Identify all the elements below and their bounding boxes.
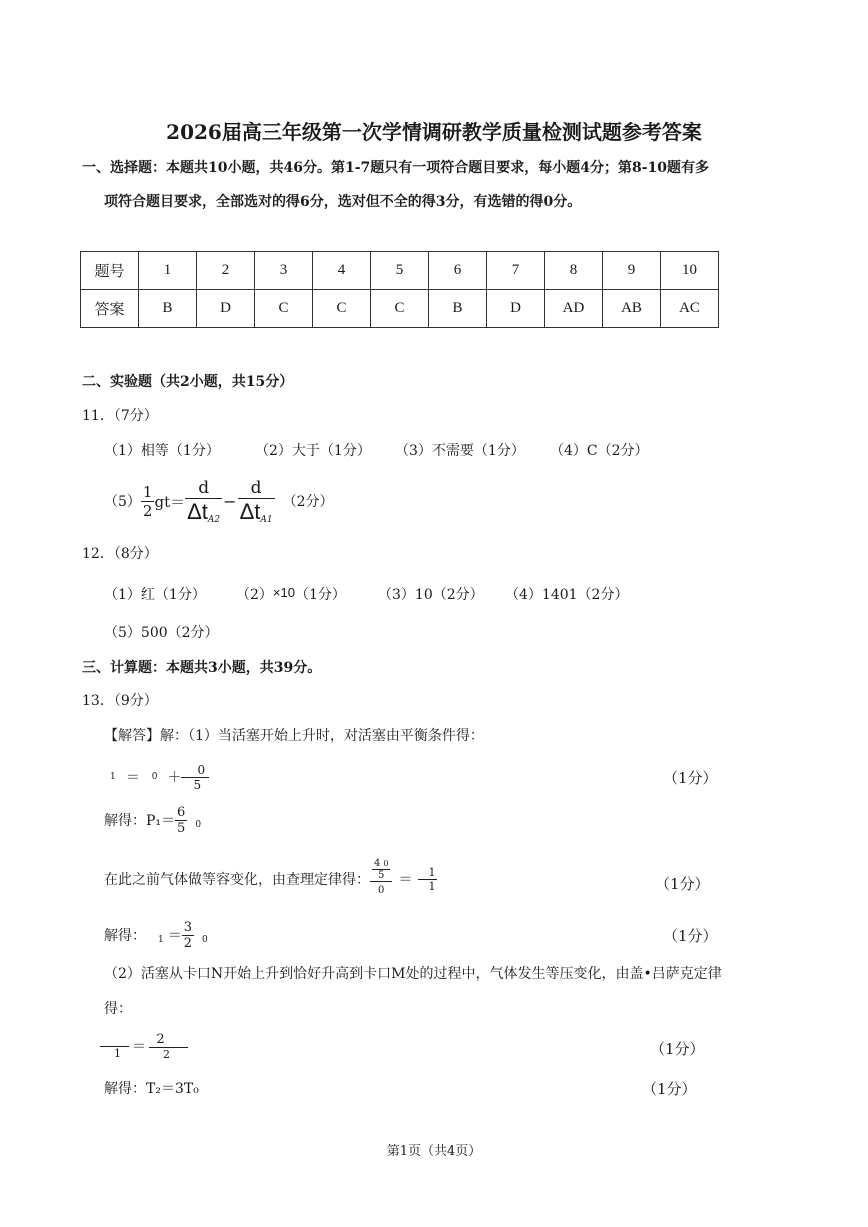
ch-bottom: 0 (378, 885, 385, 896)
frac1-delta-t: Δt (187, 498, 208, 524)
half-fraction (141, 483, 155, 520)
frac2-numerator: d (238, 478, 275, 499)
q12-part5: （5）500（2分） (104, 625, 219, 641)
table-cell-number: 9 (603, 252, 661, 290)
eq1-plus: ＋ (167, 770, 182, 786)
eq1-frac-denominator: 5 (193, 777, 202, 792)
frac2-delta-t: Δt (239, 498, 261, 524)
gl-right-denominator: 2 (163, 1047, 170, 1061)
charles-left-fraction (370, 858, 392, 900)
gt-text: gt＝ (154, 492, 186, 511)
q13-charles (104, 852, 437, 906)
sol2-fraction (182, 920, 194, 951)
eq1-fraction (181, 763, 209, 792)
q11-part2: （2）大于（1分） (255, 443, 371, 459)
gl-right-fraction (149, 1032, 188, 1061)
charles-text: 在此之前气体做等容变化，由查理定律得： (104, 872, 370, 888)
table-cell-number: 8 (545, 252, 603, 290)
q11-part4: （4）C（2分） (550, 443, 649, 459)
sol1-label: 解得：P₁＝ (104, 813, 176, 829)
q12-part2 (236, 584, 346, 604)
q13-solution3: 解得：T₂＝3T₀ (104, 1081, 199, 1097)
table-cell-answer: C (255, 290, 313, 328)
gl-right-numerator: 2 (149, 1032, 188, 1048)
table-cell-number: 10 (661, 252, 719, 290)
section2-heading: 二、实验题（共2小题，共15分） (82, 374, 294, 390)
ch-right-denominator: 1 (428, 879, 436, 893)
q12-part2-score: （1分） (294, 587, 346, 603)
table-cell-answer: D (487, 290, 545, 328)
ch-right-numerator: 1 (418, 866, 437, 880)
eq1-mid-subscript: 0 (151, 772, 158, 782)
table-cell-answer: B (139, 290, 197, 328)
q13-intro: 【解答】解：（1）当活塞开始上升时，对活塞由平衡条件得： (104, 728, 484, 744)
table-cell-number: 3 (255, 252, 313, 290)
d-over-dt-a2 (185, 478, 222, 525)
charles-right-fraction (418, 866, 437, 893)
sol1-subscript: 0 (195, 820, 202, 830)
half-numerator: 1 (142, 482, 153, 501)
page-title: 2026届高三年级第一次学情调研教学质量检测试题参考答案 (166, 120, 702, 144)
table-cell-answer: AB (603, 290, 661, 328)
sol1-numerator: 6 (177, 804, 186, 820)
page-footer: 第1页（共4页） (386, 1144, 482, 1159)
sol2-numerator: 3 (183, 919, 193, 935)
table-cell-answer: AC (661, 290, 719, 328)
gl-left-denominator: 1 (114, 1047, 121, 1060)
frac1-numerator: d (185, 478, 222, 499)
table-cell-number: 7 (487, 252, 545, 290)
q13-score3: （1分） (663, 927, 718, 945)
frac2-subscript: A1 (260, 514, 273, 525)
table-cell-number: 6 (429, 252, 487, 290)
q12-part1: （1）红（1分） (104, 587, 206, 603)
q13-gay-lussac (100, 1026, 188, 1066)
eq1-equals: ＝ (125, 770, 140, 786)
section1-line1: 一、选择题：本题共10小题，共46分。第1-7题只有一项符合题目要求，每小题4分；第8-10题有多 (82, 160, 710, 176)
q13-header: 13．（9分） (82, 693, 158, 709)
table-cell-answer: AD (545, 290, 603, 328)
q13-score4: （1分） (650, 1040, 705, 1058)
table-row-answers (81, 290, 719, 328)
answer-table (80, 251, 719, 328)
sol2-denominator: 2 (183, 935, 193, 951)
table-cell-number: 1 (139, 252, 197, 290)
section1-line2: 项符合题目要求，全部选对的得6分，选对但不全的得3分，有选错的得0分。 (104, 194, 582, 210)
d-over-dt-a1 (238, 478, 275, 525)
q11-part3: （3）不需要（1分） (395, 443, 525, 459)
table-cell-answer: C (313, 290, 371, 328)
table-cell-number: 5 (371, 252, 429, 290)
table-cell-number: 4 (313, 252, 371, 290)
q13-eq1 (110, 760, 209, 794)
q13-part2-line1: （2）活塞从卡口N开始上升到恰好升高到卡口M处的过程中，气体发生等压变化，由盖•吕萨克定律 (104, 966, 722, 982)
gl-left-fraction (100, 1032, 129, 1060)
q11-part5-score: （2分） (282, 494, 334, 510)
q13-score2: （1分） (655, 875, 710, 893)
ch-top-denominator: 5 (378, 870, 385, 881)
ch-top-subscript: 0 (383, 859, 389, 868)
q12-part2-label: （2） (236, 587, 273, 603)
half-denominator: 2 (142, 501, 153, 520)
q13-score1: （1分） (663, 769, 718, 787)
table-cell-number: 2 (197, 252, 255, 290)
q13-score5: （1分） (642, 1080, 697, 1098)
sol2-label: 解得： (104, 928, 146, 944)
table-header-answer-label: 答案 (81, 290, 139, 328)
frac1-subscript: A2 (207, 514, 221, 525)
q11-part5-formula (104, 474, 334, 528)
ch-equals: ＝ (398, 872, 413, 888)
sol2-equals: ＝ (167, 928, 182, 944)
sol1-fraction (175, 805, 187, 836)
eq1-frac-numerator: 0 (181, 763, 209, 778)
q12-part4: （4）1401（2分） (505, 587, 629, 603)
q11-header: 11．（7分） (82, 408, 158, 424)
q11-part5-label: （5） (104, 494, 141, 510)
table-cell-answer: B (429, 290, 487, 328)
table-cell-answer: C (371, 290, 429, 328)
gl-equals: ＝ (132, 1039, 146, 1055)
eq1-left-subscript: 1 (110, 772, 116, 782)
q13-solution1 (104, 803, 201, 837)
section3-heading: 三、计算题：本题共3小题，共39分。 (82, 660, 322, 676)
q12-header: 12．（8分） (82, 546, 158, 562)
table-row-numbers (81, 252, 719, 290)
q12-part3: （3）10（2分） (378, 587, 484, 603)
ch-top-numerator: 4 (374, 858, 381, 869)
sol1-denominator: 5 (177, 820, 186, 836)
table-cell-answer: D (197, 290, 255, 328)
sol2-subscript1: 1 (158, 935, 164, 945)
table-header-number-label: 题号 (81, 252, 139, 290)
minus-sign: − (223, 491, 237, 511)
q13-part2-line2: 得： (104, 1001, 132, 1017)
q13-solution2 (104, 918, 208, 952)
sol2-subscript0: 0 (202, 935, 208, 945)
q12-part2-value: ×10 (272, 585, 295, 600)
q11-part1: （1）相等（1分） (104, 443, 220, 459)
